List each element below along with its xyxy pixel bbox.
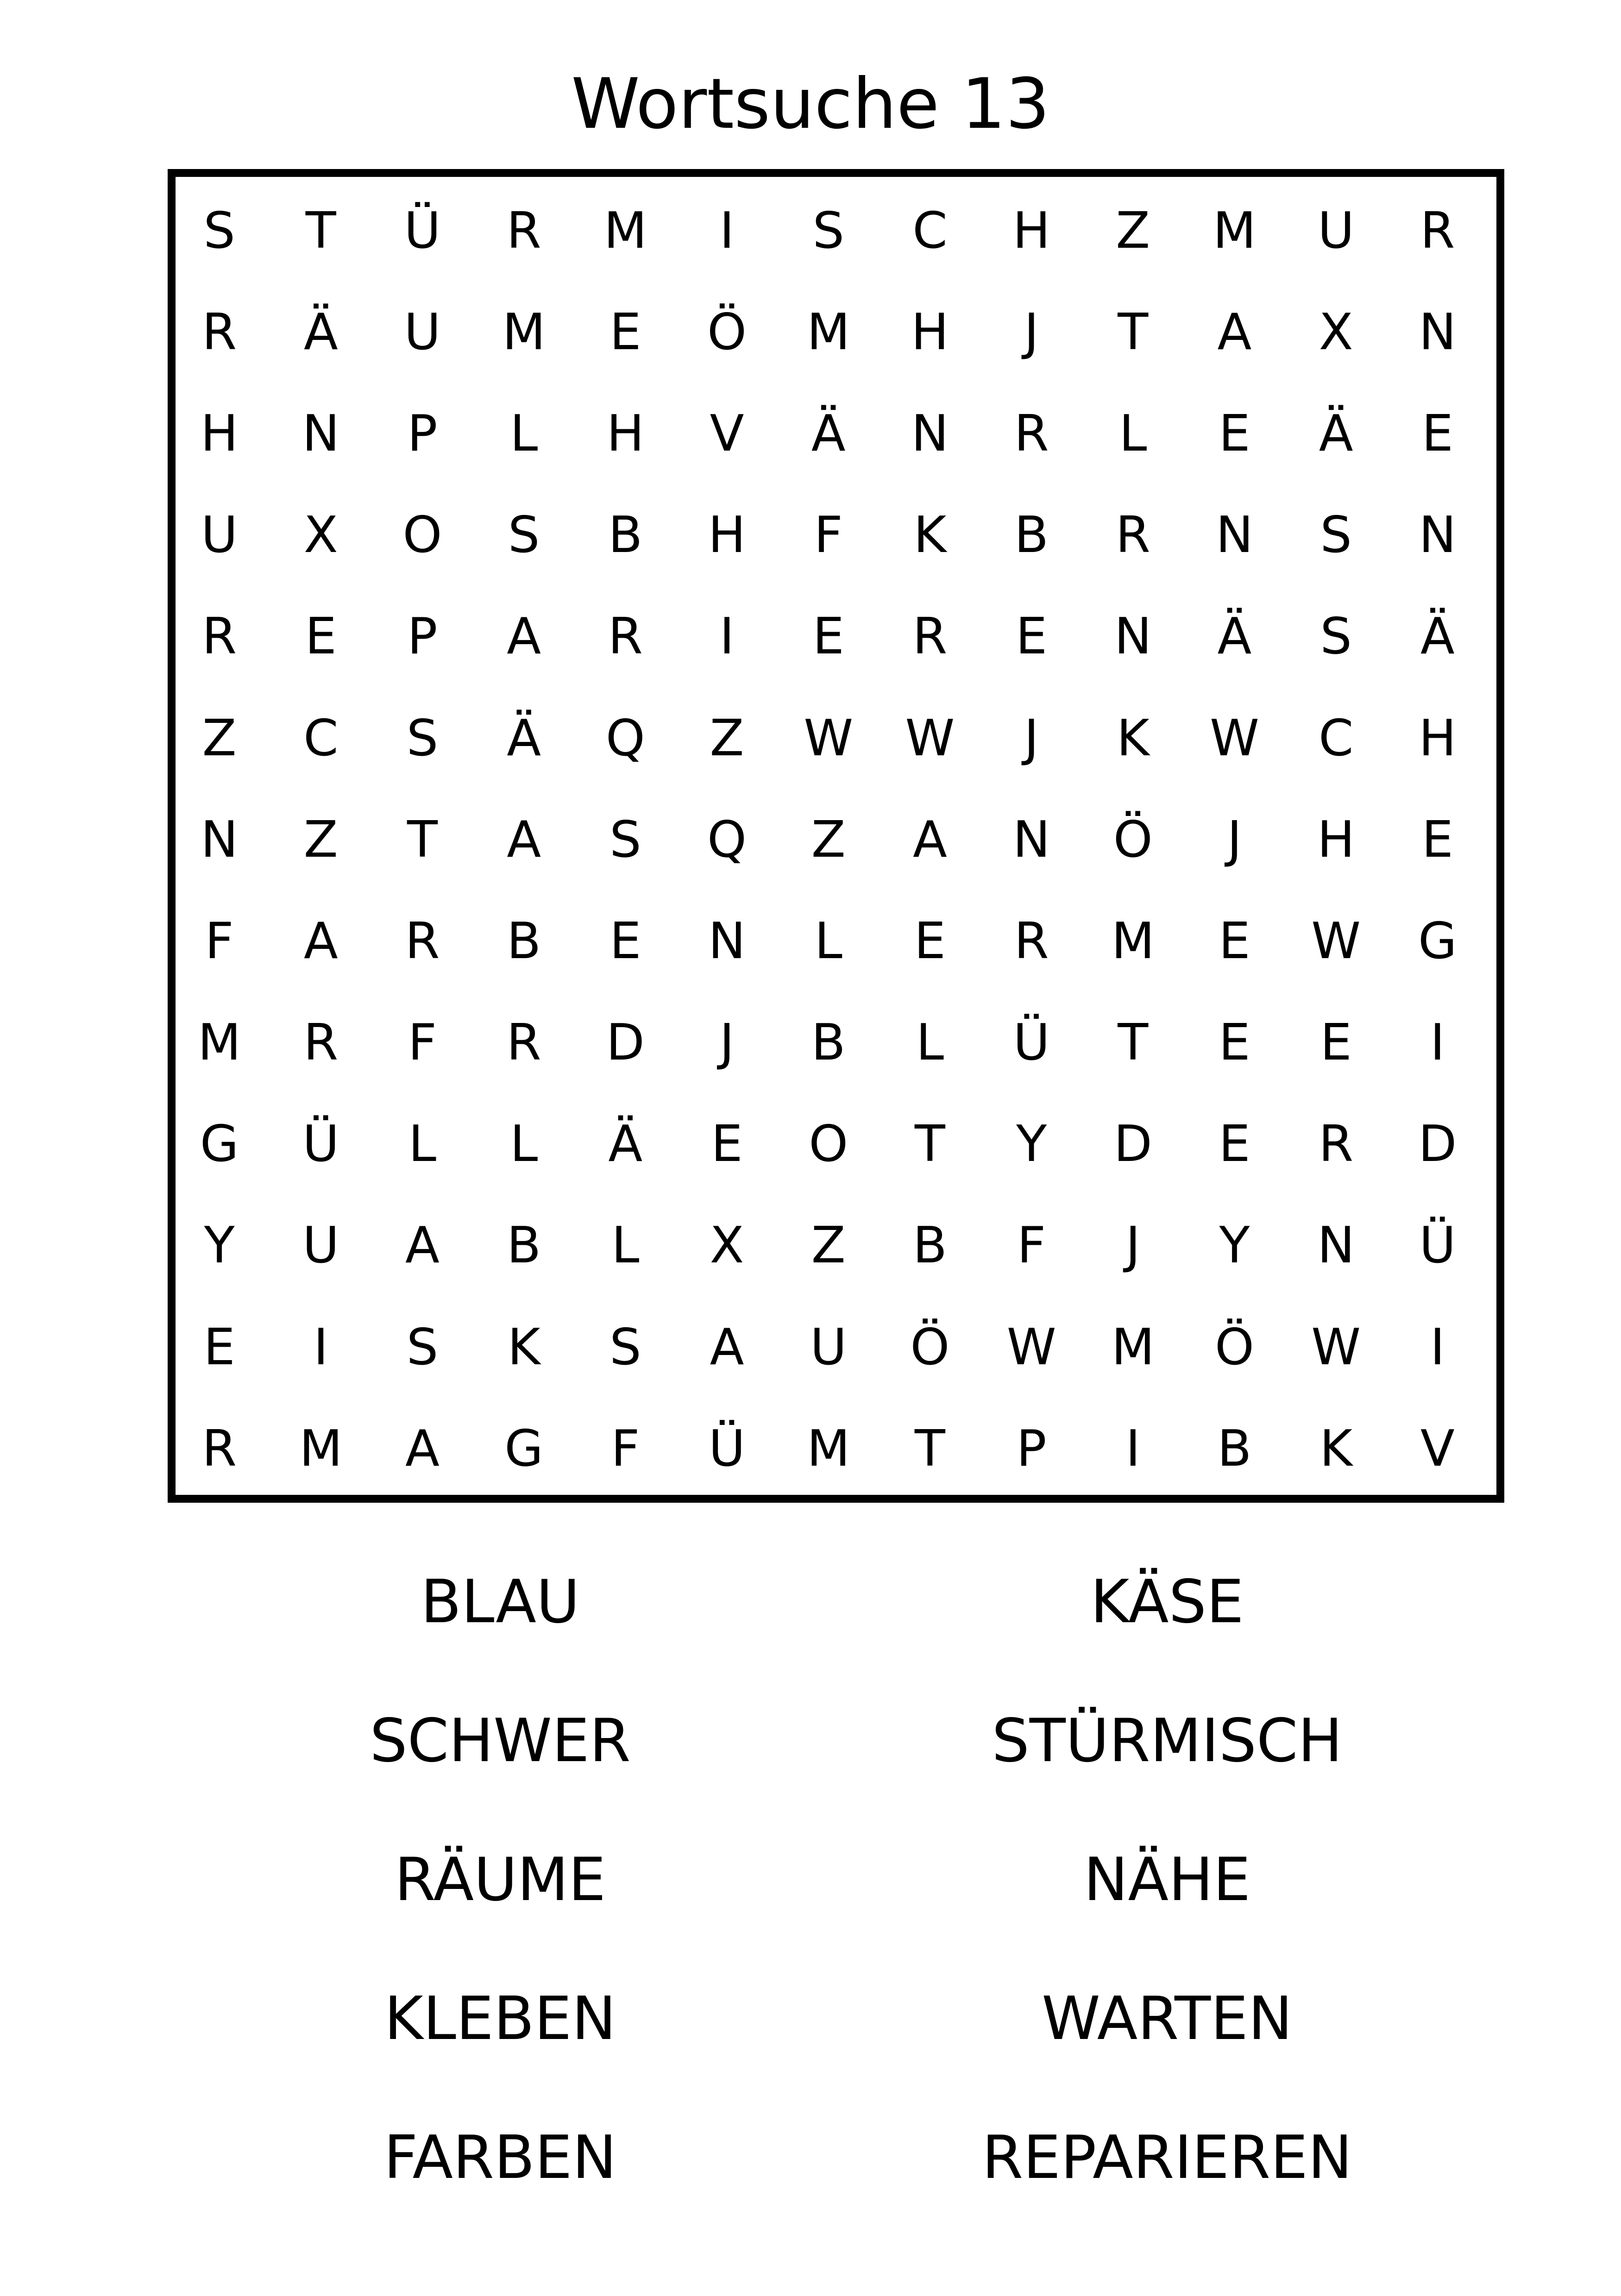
- grid-cell: N: [1419, 506, 1457, 565]
- grid-cell: R: [1420, 201, 1455, 260]
- grid-cell: S: [609, 810, 641, 869]
- grid-cell: Z: [710, 709, 744, 767]
- grid-cell: E: [1015, 608, 1048, 666]
- word-list-item: KLEBEN: [384, 1984, 616, 2053]
- grid-cell: R: [202, 608, 237, 666]
- grid-cell: Y: [204, 1217, 235, 1275]
- grid-cell: Z: [303, 810, 338, 869]
- grid-cell: N: [1317, 1217, 1355, 1275]
- grid-cell: H: [1419, 709, 1457, 767]
- grid-cell: U: [404, 303, 441, 361]
- grid-cell: I: [719, 608, 735, 666]
- grid-cell: F: [814, 506, 843, 565]
- grid-cell: T: [1118, 303, 1149, 361]
- grid-cell: Ö: [1214, 1318, 1254, 1376]
- grid-cell: M: [807, 303, 850, 361]
- word-list-item: WARTEN: [1042, 1984, 1293, 2053]
- grid-cell: Y: [1219, 1217, 1250, 1275]
- grid-cell: R: [1014, 912, 1049, 970]
- grid-cell: T: [407, 810, 438, 869]
- grid-cell: H: [1317, 810, 1355, 869]
- grid-cell: Z: [202, 709, 237, 767]
- grid-cell: N: [911, 404, 949, 463]
- grid-cell: R: [202, 1419, 237, 1478]
- grid-cell: G: [504, 1419, 543, 1478]
- grid-cell: P: [407, 608, 438, 666]
- grid-cell: B: [507, 1217, 541, 1275]
- grid-cell: A: [710, 1318, 744, 1376]
- word-list-item: RÄUME: [394, 1845, 606, 1914]
- grid-cell: E: [812, 608, 844, 666]
- grid-cell: T: [1118, 1014, 1149, 1072]
- grid-cell: Ä: [507, 709, 541, 767]
- grid-cell: V: [1420, 1419, 1455, 1478]
- grid-cell: E: [1219, 1115, 1250, 1173]
- grid-cell: S: [609, 1318, 641, 1376]
- grid-cell: L: [510, 404, 538, 463]
- grid-cell: L: [611, 1217, 640, 1275]
- grid-cell: R: [1115, 506, 1150, 565]
- grid-cell: U: [302, 1217, 339, 1275]
- word-list-item: KÄSE: [1090, 1568, 1244, 1637]
- grid-cell: M: [1111, 1318, 1155, 1376]
- grid-cell: B: [1014, 506, 1049, 565]
- grid-cell: B: [912, 1217, 947, 1275]
- grid-cell: I: [1430, 1014, 1445, 1072]
- grid-cell: S: [1320, 608, 1352, 666]
- grid-cell: W: [1210, 709, 1259, 767]
- grid-cell: P: [407, 404, 438, 463]
- grid-cell: Ä: [1420, 608, 1455, 666]
- grid-cell: A: [912, 810, 947, 869]
- word-list-item: STÜRMISCH: [992, 1706, 1343, 1775]
- grid-cell: S: [508, 506, 540, 565]
- grid-cell: A: [405, 1419, 440, 1478]
- grid-cell: R: [506, 201, 541, 260]
- grid-cell: B: [1217, 1419, 1252, 1478]
- grid-cell: T: [914, 1115, 945, 1173]
- grid-cell: K: [1319, 1419, 1353, 1478]
- grid-cell: Y: [1016, 1115, 1047, 1173]
- grid-cell: N: [201, 810, 238, 869]
- grid-cell: S: [406, 709, 439, 767]
- grid-cell: Ä: [1319, 404, 1353, 463]
- grid-cell: F: [408, 1014, 437, 1072]
- grid-cell: E: [1219, 912, 1250, 970]
- grid-cell: B: [608, 506, 643, 565]
- grid-cell: Z: [1116, 201, 1150, 260]
- grid-cell: E: [1219, 1014, 1250, 1072]
- grid-cell: R: [506, 1014, 541, 1072]
- grid-cell: A: [1217, 303, 1252, 361]
- grid-cell: S: [1320, 506, 1352, 565]
- grid-cell: T: [914, 1419, 945, 1478]
- grid-cell: Ä: [303, 303, 338, 361]
- grid-cell: S: [812, 201, 844, 260]
- grid-cell: Ü: [1419, 1217, 1456, 1275]
- word-list-item: SCHWER: [370, 1706, 631, 1775]
- grid-cell: F: [205, 912, 234, 970]
- grid-cell: M: [1111, 912, 1155, 970]
- grid-cell: R: [405, 912, 440, 970]
- grid-cell: N: [1419, 303, 1457, 361]
- grid-cell: P: [1016, 1419, 1047, 1478]
- grid-cell: L: [1119, 404, 1147, 463]
- grid-cell: H: [606, 404, 644, 463]
- grid-cell: D: [606, 1014, 645, 1072]
- grid-cell: X: [1319, 303, 1353, 361]
- grid-cell: I: [1430, 1318, 1445, 1376]
- grid-cell: W: [905, 709, 955, 767]
- grid-cell: N: [1114, 608, 1152, 666]
- grid-cell: R: [303, 1014, 339, 1072]
- grid-cell: Ä: [1217, 608, 1252, 666]
- grid-cell: V: [710, 404, 744, 463]
- grid-cell: D: [1418, 1115, 1457, 1173]
- grid-cell: M: [603, 201, 647, 260]
- grid-cell: J: [1024, 303, 1039, 361]
- grid-cell: X: [303, 506, 338, 565]
- grid-cell: E: [609, 303, 641, 361]
- grid-cell: B: [507, 912, 541, 970]
- grid-cell: C: [1318, 709, 1354, 767]
- grid-cell: T: [305, 201, 336, 260]
- grid-cell: O: [402, 506, 442, 565]
- grid-cell: Ö: [910, 1318, 950, 1376]
- grid-cell: Ü: [302, 1115, 339, 1173]
- grid-cell: H: [200, 404, 239, 463]
- grid-cell: C: [303, 709, 339, 767]
- grid-cell: M: [807, 1419, 850, 1478]
- grid-cell: K: [1116, 709, 1150, 767]
- grid-cell: H: [708, 506, 746, 565]
- grid-cell: Ä: [811, 404, 846, 463]
- grid-cell: E: [203, 1318, 235, 1376]
- grid-cell: Q: [605, 709, 645, 767]
- grid-cell: C: [912, 201, 948, 260]
- grid-cell: Z: [811, 810, 846, 869]
- grid-cell: F: [1017, 1217, 1046, 1275]
- grid-cell: Z: [811, 1217, 846, 1275]
- grid-cell: G: [200, 1115, 239, 1173]
- grid-cell: E: [1320, 1014, 1352, 1072]
- grid-cell: E: [1219, 404, 1250, 463]
- word-list-item: NÄHE: [1083, 1845, 1251, 1914]
- page-title: Wortsuche 13: [571, 64, 1050, 144]
- grid-cell: N: [1012, 810, 1050, 869]
- grid-cell: H: [1012, 201, 1050, 260]
- letter-grid: [169, 180, 1484, 1495]
- grid-cell: A: [507, 810, 541, 869]
- grid-cell: M: [1213, 201, 1257, 260]
- grid-cell: E: [711, 1115, 743, 1173]
- grid-cell: E: [609, 912, 641, 970]
- grid-cell: W: [1006, 1318, 1056, 1376]
- grid-cell: Ü: [1013, 1014, 1050, 1072]
- grid-cell: I: [719, 201, 735, 260]
- grid-cell: D: [1113, 1115, 1152, 1173]
- grid-cell: N: [1216, 506, 1253, 565]
- grid-cell: S: [203, 201, 235, 260]
- grid-cell: U: [1318, 201, 1355, 260]
- grid-cell: A: [405, 1217, 440, 1275]
- grid-cell: R: [912, 608, 948, 666]
- grid-cell: A: [507, 608, 541, 666]
- grid-cell: E: [305, 608, 337, 666]
- grid-cell: W: [804, 709, 854, 767]
- grid-cell: L: [408, 1115, 437, 1173]
- grid-cell: Q: [707, 810, 747, 869]
- word-list: [0, 1565, 1621, 2269]
- grid-cell: M: [299, 1419, 343, 1478]
- grid-cell: H: [911, 303, 949, 361]
- grid-cell: I: [313, 1318, 328, 1376]
- grid-cell: M: [198, 1014, 241, 1072]
- grid-cell: W: [1311, 1318, 1361, 1376]
- grid-cell: J: [719, 1014, 735, 1072]
- grid-cell: M: [502, 303, 546, 361]
- grid-cell: L: [510, 1115, 538, 1173]
- word-list-item: REPARIEREN: [982, 2123, 1352, 2192]
- grid-cell: X: [710, 1217, 744, 1275]
- grid-cell: N: [708, 912, 746, 970]
- grid-cell: J: [1227, 810, 1242, 869]
- grid-cell: Ü: [404, 201, 441, 260]
- grid-cell: Ä: [608, 1115, 643, 1173]
- grid-cell: F: [611, 1419, 640, 1478]
- grid-cell: J: [1125, 1217, 1141, 1275]
- grid-cell: Ö: [707, 303, 747, 361]
- grid-cell: W: [1311, 912, 1361, 970]
- grid-cell: Ö: [1113, 810, 1153, 869]
- word-list-item: BLAU: [421, 1568, 580, 1637]
- word-list-item: FARBEN: [383, 2123, 617, 2192]
- grid-cell: L: [814, 912, 842, 970]
- grid-cell: K: [913, 506, 947, 565]
- grid-cell: R: [202, 303, 237, 361]
- grid-cell: E: [1421, 810, 1453, 869]
- grid-cell: I: [1125, 1419, 1141, 1478]
- grid-cell: U: [810, 1318, 847, 1376]
- grid-cell: B: [811, 1014, 846, 1072]
- grid-cell: J: [1024, 709, 1039, 767]
- grid-cell: K: [507, 1318, 540, 1376]
- grid-cell: R: [608, 608, 643, 666]
- grid-cell: E: [914, 912, 946, 970]
- grid-cell: N: [302, 404, 340, 463]
- grid-cell: Ü: [709, 1419, 746, 1478]
- grid-cell: S: [406, 1318, 439, 1376]
- grid-cell: L: [916, 1014, 944, 1072]
- grid-cell: R: [1014, 404, 1049, 463]
- grid-cell: U: [201, 506, 238, 565]
- grid-cell: E: [1421, 404, 1453, 463]
- grid-cell: A: [303, 912, 338, 970]
- grid-cell: O: [809, 1115, 848, 1173]
- grid-cell: R: [1319, 1115, 1354, 1173]
- grid-cell: G: [1418, 912, 1457, 970]
